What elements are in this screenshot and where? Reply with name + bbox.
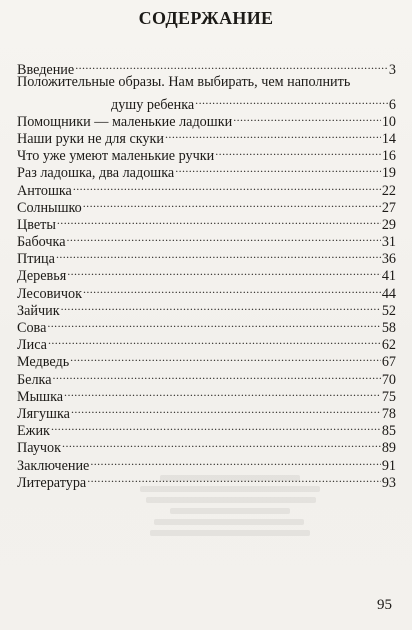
toc-entry-title: Заключение [17, 457, 90, 474]
toc-entry [17, 384, 396, 405]
toc-entry-title: Бабочка [17, 234, 66, 251]
toc-entry-page: 44 [381, 285, 396, 302]
toc-entry [17, 452, 396, 474]
toc-entry-page: 41 [381, 268, 396, 285]
toc-entry [17, 57, 396, 79]
toc-entry-title: Солнышко [17, 199, 82, 216]
toc-entry [17, 298, 396, 319]
toc-entry-page: 91 [381, 457, 396, 474]
toc-entry-page: 78 [381, 405, 396, 422]
toc-entry-title: Литература [17, 474, 87, 491]
toc-entry-continuation [17, 91, 396, 113]
toc-entry-title: Лиса [17, 337, 47, 354]
dot-leader [233, 109, 381, 126]
toc-entry-page: 19 [381, 165, 396, 182]
dot-leader [67, 229, 381, 246]
dot-leader [48, 332, 381, 349]
toc-entry-page: 6 [388, 96, 396, 113]
dot-leader [83, 195, 381, 212]
toc-entry-title: Мышка [17, 388, 64, 405]
dot-leader [70, 349, 381, 366]
toc-entry-title: Раз ладошка, два ладошка [17, 165, 175, 182]
page-title: СОДЕРЖАНИЕ [138, 8, 274, 28]
toc-entry-page: 36 [381, 251, 396, 268]
toc-entry-title: Медведь [17, 354, 70, 371]
toc-entry [17, 315, 396, 336]
dot-leader [87, 470, 381, 487]
dot-leader [62, 435, 381, 452]
toc-entry-page: 67 [381, 354, 396, 371]
toc-entry-title: Цветы [17, 216, 56, 233]
toc-entry-page: 70 [381, 371, 396, 388]
dot-leader [75, 57, 388, 74]
toc-entry [17, 74, 396, 91]
toc-entry-page: 29 [381, 216, 396, 233]
toc-entry [17, 263, 396, 285]
dot-leader [215, 143, 381, 160]
toc-entry-page: 75 [381, 388, 396, 405]
dot-leader [165, 126, 381, 143]
toc-entry-page: 89 [381, 440, 396, 457]
dot-leader [90, 452, 380, 469]
toc-entry-page: 58 [381, 320, 396, 336]
toc-entry [17, 229, 396, 251]
toc-entry [17, 418, 396, 440]
toc-entry-title: Зайчик [17, 302, 60, 319]
toc-entry-title: Птица [17, 251, 55, 268]
toc-entry-title: Лягушка [17, 405, 70, 422]
dot-leader [73, 177, 381, 194]
toc-entry-page: 31 [381, 234, 396, 251]
dot-leader [56, 246, 381, 263]
dot-leader [67, 263, 381, 280]
toc-entry-title: Помощники — маленькие ладошки [17, 113, 233, 130]
page-number: 95 [377, 597, 392, 613]
dot-leader [51, 418, 381, 435]
toc-entry-title: Лесовичок [17, 285, 82, 302]
toc-entry-title: Белка [17, 371, 52, 388]
dot-leader [175, 160, 381, 177]
dot-leader [83, 280, 381, 297]
toc-entry-page: 27 [381, 199, 396, 216]
toc-entry [17, 366, 396, 388]
dot-leader [61, 298, 381, 315]
toc-entry-title: Положительные образы. Нам выбирать, чем наполнить [17, 74, 351, 91]
dot-leader [64, 384, 381, 401]
toc-entry-page: 62 [381, 337, 396, 354]
dot-leader [53, 366, 381, 383]
toc-entry-title: Ежик [17, 423, 50, 440]
toc-entry-page: 3 [388, 62, 396, 79]
toc-entry [17, 280, 396, 302]
toc-entry [17, 332, 396, 354]
toc-entry-title: Паучок [17, 440, 62, 457]
toc-entry-page: 22 [381, 182, 396, 199]
toc-entry-title: Антошка [17, 182, 72, 199]
toc-entry [17, 195, 396, 216]
toc-entry-title: Деревья [17, 268, 67, 285]
toc-entry-title: Введение [17, 62, 75, 79]
toc-entry-page: 16 [381, 148, 396, 165]
table-of-contents [17, 57, 396, 491]
toc-entry-page: 52 [381, 302, 396, 319]
dot-leader [47, 315, 380, 332]
dot-leader [195, 91, 388, 108]
toc-entry-title: Сова [17, 320, 47, 336]
toc-entry-page: 93 [381, 474, 396, 491]
toc-entry [17, 435, 396, 457]
dot-leader [71, 401, 381, 418]
toc-entry-title: Что уже умеют маленькие ручки [17, 148, 215, 165]
toc-entry-title-continuation: душу ребенка [111, 96, 195, 113]
toc-entry [17, 246, 396, 268]
toc-entry-title: Наши руки не для скуки [17, 130, 165, 147]
toc-entry-page: 14 [381, 130, 396, 147]
toc-entry [17, 177, 396, 199]
toc-entry [17, 212, 396, 233]
toc-entry [17, 349, 396, 371]
toc-entry-page: 10 [381, 113, 396, 130]
dot-leader [57, 212, 381, 229]
toc-entry [17, 401, 396, 422]
toc-entry-page: 85 [381, 423, 396, 440]
